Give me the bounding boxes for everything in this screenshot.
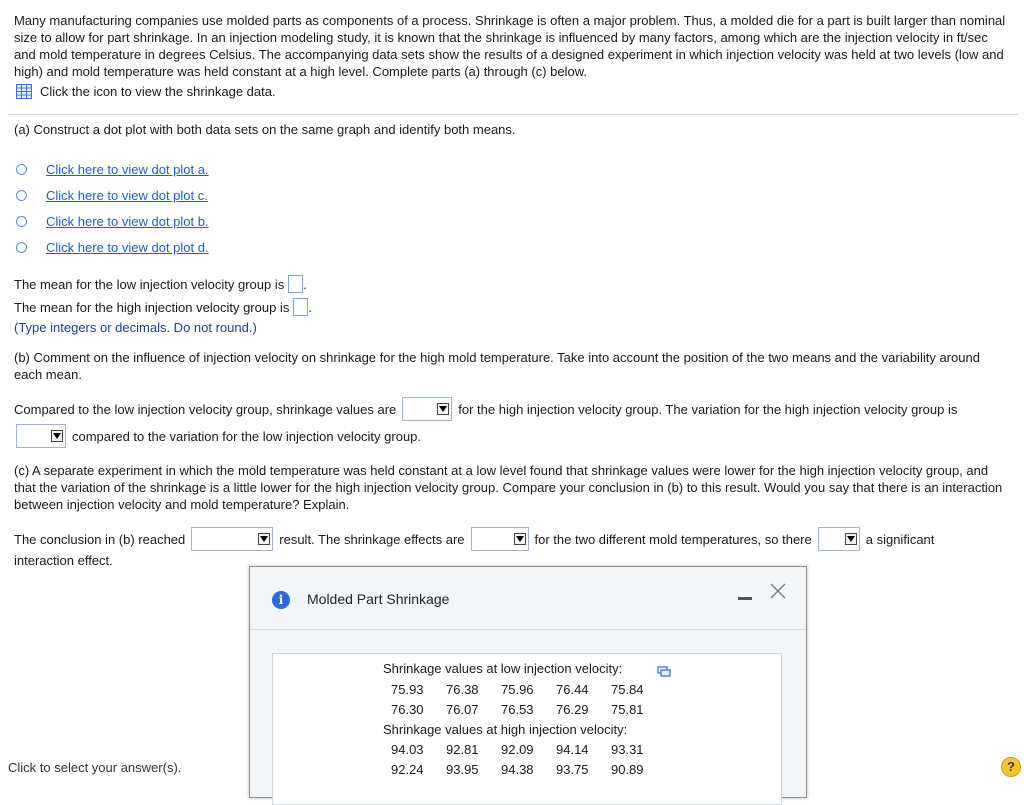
mean-high-label: The mean for the high injection velocity group is — [14, 299, 290, 315]
option-c[interactable] — [16, 188, 208, 203]
close-icon[interactable] — [768, 581, 788, 601]
radio-option-c[interactable] — [16, 190, 27, 201]
part-c-s-post: a significant — [865, 531, 935, 547]
data-cell: 76.53 — [501, 702, 534, 717]
data-panel — [272, 653, 782, 805]
chevron-down-icon[interactable] — [51, 430, 63, 442]
data-cell: 75.81 — [611, 702, 644, 717]
mean-high-input[interactable] — [293, 298, 308, 316]
data-cell: 93.31 — [611, 742, 644, 757]
data-link-label[interactable]: Click the icon to view the shrinkage data. — [40, 84, 276, 99]
info-icon: i — [272, 591, 290, 609]
dot-plot-d-link[interactable]: Click here to view dot plot d. — [46, 240, 209, 255]
low-row-1 — [391, 682, 666, 697]
data-link[interactable] — [16, 84, 276, 99]
mean-low-input[interactable] — [288, 275, 303, 293]
data-cell: 94.03 — [391, 742, 424, 757]
part-c-s-mid2: for the two different mold temperatures, so there — [534, 531, 812, 547]
chevron-down-icon[interactable] — [845, 533, 857, 545]
table-grid-icon[interactable] — [16, 84, 32, 99]
part-b-s1-post: for the high injection velocity group. The variation for the high injection velocity group is — [458, 401, 958, 417]
effects-dropdown[interactable] — [471, 527, 529, 551]
data-cell: 92.81 — [446, 742, 479, 757]
data-cell: 93.95 — [446, 762, 479, 777]
part-c-question: (c) A separate experiment in which the mold temperature was held constant at a low level found that shrinkage values were lower for the high injection velocity group, and that the variation of the shrinkage is a little lower for the high injection velocity group. Compare your conclusion in (b) to this result. Would you say that there is an interaction between injection velocity and mold temperature? Explain. — [14, 463, 1003, 512]
shrinkage-compare-dropdown[interactable] — [402, 397, 452, 421]
data-cell: 76.44 — [556, 682, 589, 697]
part-b-s2-post: compared to the variation for the low injection velocity group. — [72, 428, 422, 444]
chevron-down-icon[interactable] — [258, 533, 270, 545]
radio-option-d[interactable] — [16, 242, 27, 253]
chevron-down-icon[interactable] — [437, 403, 449, 415]
part-b-sentence-1 — [14, 397, 957, 421]
data-cell: 94.38 — [501, 762, 534, 777]
interaction-dropdown[interactable] — [818, 527, 860, 551]
part-a-question: (a) Construct a dot plot with both data sets on the same graph and identify both means. — [14, 122, 516, 137]
part-c-sentence — [14, 527, 934, 551]
part-c-s-mid1: result. The shrinkage effects are — [279, 531, 465, 547]
data-cell: 76.30 — [391, 702, 424, 717]
data-cell: 90.89 — [611, 762, 644, 777]
input-hint: (Type integers or decimals. Do not round.) — [14, 320, 257, 335]
part-b-question: (b) Comment on the influence of injection velocity on shrinkage for the high mold temperature. Take into account the position of the two means and the variability around each mean. — [14, 350, 980, 382]
data-cell: 93.75 — [556, 762, 589, 777]
shrinkage-data-dialog — [249, 566, 807, 798]
minimize-button[interactable] — [738, 589, 752, 603]
high-row-2 — [391, 762, 666, 777]
option-a[interactable] — [16, 162, 209, 177]
low-velocity-header: Shrinkage values at low injection velocity: — [383, 661, 623, 676]
data-cell: 76.38 — [446, 682, 479, 697]
copy-icon[interactable] — [657, 666, 671, 678]
high-row-1 — [391, 742, 666, 757]
data-cell: 94.14 — [556, 742, 589, 757]
part-c-s-end: interaction effect. — [14, 553, 113, 568]
data-cell: 92.09 — [501, 742, 534, 757]
dot-plot-b-link[interactable]: Click here to view dot plot b. — [46, 214, 209, 229]
dot-plot-a-link[interactable]: Click here to view dot plot a. — [46, 162, 209, 177]
conclusion-dropdown[interactable] — [191, 527, 273, 551]
option-d[interactable] — [16, 240, 209, 255]
part-b-s1-pre: Compared to the low injection velocity group, shrinkage values are — [14, 401, 397, 417]
mean-low-line: The mean for the low injection velocity group is . — [14, 276, 307, 292]
data-cell: 75.96 — [501, 682, 534, 697]
dot-plot-c-link[interactable]: Click here to view dot plot c. — [46, 188, 208, 203]
divider — [8, 114, 1018, 115]
data-cell: 75.84 — [611, 682, 644, 697]
data-cell: 75.93 — [391, 682, 424, 697]
part-b-sentence-2 — [16, 424, 421, 448]
radio-option-a[interactable] — [16, 164, 27, 175]
low-row-2 — [391, 702, 666, 717]
option-b[interactable] — [16, 214, 209, 229]
mean-high-line: The mean for the high injection velocity group is . — [14, 299, 312, 315]
data-cell: 76.29 — [556, 702, 589, 717]
radio-option-b[interactable] — [16, 216, 27, 227]
chevron-down-icon[interactable] — [514, 533, 526, 545]
dialog-header — [250, 567, 806, 630]
part-c-s-pre: The conclusion in (b) reached — [14, 531, 186, 547]
data-cell: 92.24 — [391, 762, 424, 777]
data-cell: 76.07 — [446, 702, 479, 717]
high-velocity-header: Shrinkage values at high injection velocity: — [383, 722, 628, 737]
problem-intro: Many manufacturing companies use molded parts as components of a process. Shrinkage is often a major problem. Thus, a molded die for a part is built larger than nominal size to allow for part shrinkage. In an injection modeling study, it is known that the shrinkage is influenced by many factors, among which are the injection velocity in ft/sec and mold temperature in degrees Celsius. The accompanying data sets show the results of a designed experiment in which injection velocity was held at two levels (low and high) and mold temperature was held constant at a high level. Complete parts (a) through (c) below. — [14, 13, 1006, 79]
mean-low-label: The mean for the low injection velocity group is — [14, 276, 285, 292]
help-button[interactable]: ? — [1001, 757, 1021, 777]
dialog-title: Molded Part Shrinkage — [307, 591, 450, 607]
status-text: Click to select your answer(s). — [8, 760, 182, 775]
variation-compare-dropdown[interactable] — [16, 424, 66, 448]
